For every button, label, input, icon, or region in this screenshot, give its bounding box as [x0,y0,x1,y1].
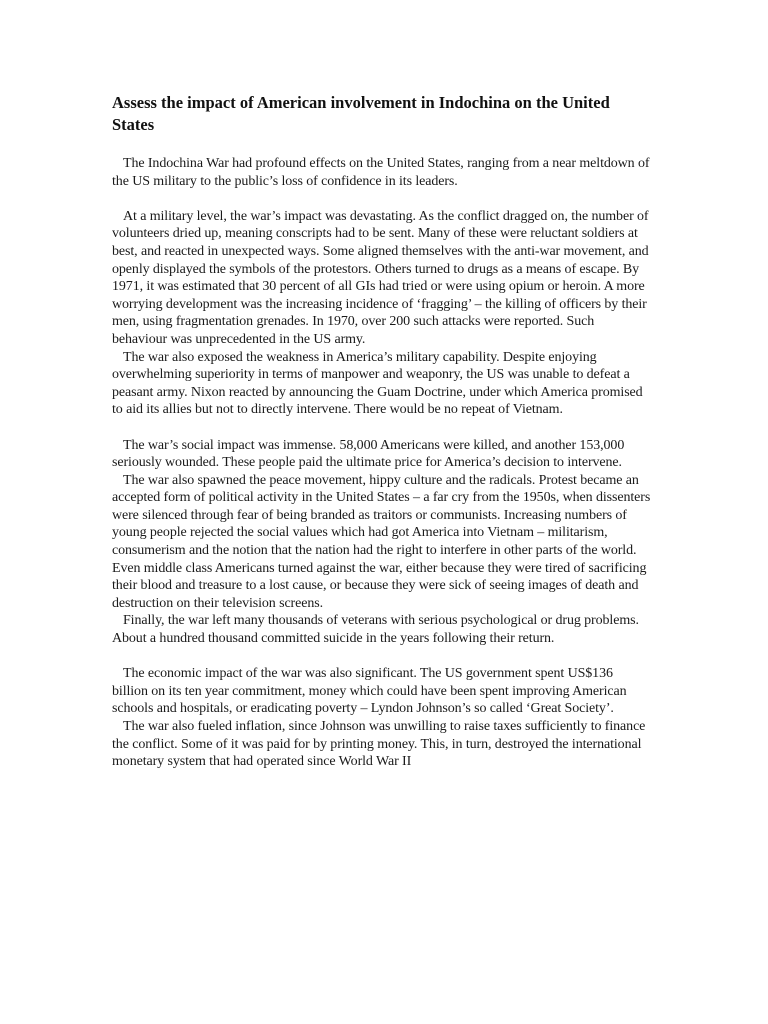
paragraph-intro: The Indochina War had profound effects on the United States, ranging from a near meltdown of the US military to the public’s loss of confidence in its leaders. [112,156,650,189]
paragraph-inflation: The war also fueled inflation, since Johnson was unwilling to raise taxes sufficiently to finance the conflict. Some of it was paid for by printing money. This, in turn, destroyed the international monetary system that had operated since World War II [112,719,646,770]
paragraph-social-impact: The war’s social impact was immense. 58,000 Americans were killed, and another 153,000 seriously wounded. These people paid the ultimate price for America’s decision to intervene. [112,437,625,471]
paragraph-military-impact: At a military level, the war’s impact was devastating. As the conflict dragged on, the number of volunteers dried up, meaning conscripts had to be sent. Many of these were reluctant soldiers at best, and reacted in unexpected ways. Some aligned themselves with the anti-war movement, and openly displayed the symbols of the protestors. Others turned to drugs as a means of escape. By 1971, it was estimated that 30 percent of all GIs had tried or were using opium or heroin. A more worrying development was the increasing incidence of ‘fragging’ – the killing of officers by their men, using fragmentation grenades. In 1970, over 200 such attacks were reported. Such behaviour was unprecedented in the US army. [112,208,649,347]
document-title: Assess the impact of American involvement in Indochina on the United States [112,93,610,134]
paragraph-veterans: Finally, the war left many thousands of veterans with serious psychological or drug problems. About a hundred thousand committed suicide in the years following their return. [112,613,639,647]
paragraph-military-capability: The war also exposed the weakness in America’s military capability. Despite enjoying overwhelming superiority in terms of manpower and weaponry, the US was unable to defeat a peasant army. Nixon reacted by announcing the Guam Doctrine, under which America promised to aid its allies but not to directly intervene. There would be no repeat of Vietnam. [112,349,643,418]
paragraph-economic-impact: The economic impact of the war was also significant. The US government spent US$136 billion on its ten year commitment, money which could have been spent improving American schools and hospitals, or eradicating poverty – Lyndon Johnson’s so called ‘Great Society’. [112,666,627,717]
document-body [112,92,652,771]
paragraph-peace-movement: The war also spawned the peace movement, hippy culture and the radicals. Protest became an accepted form of political activity in the United States – a far cry from the 1950s, when dissenters were silenced through fear of being branded as traitors or communists. Increasing numbers of young people rejected the social values which had got America into Vietnam – militarism, consumerism and the notion that the nation had the right to interfere in other parts of the world. Even middle class Americans turned against the war, either because they were tired of sacrificing their blood and treasure to a lost cause, or because they were sick of seeing images of death and destruction on their television screens. [112,472,651,611]
